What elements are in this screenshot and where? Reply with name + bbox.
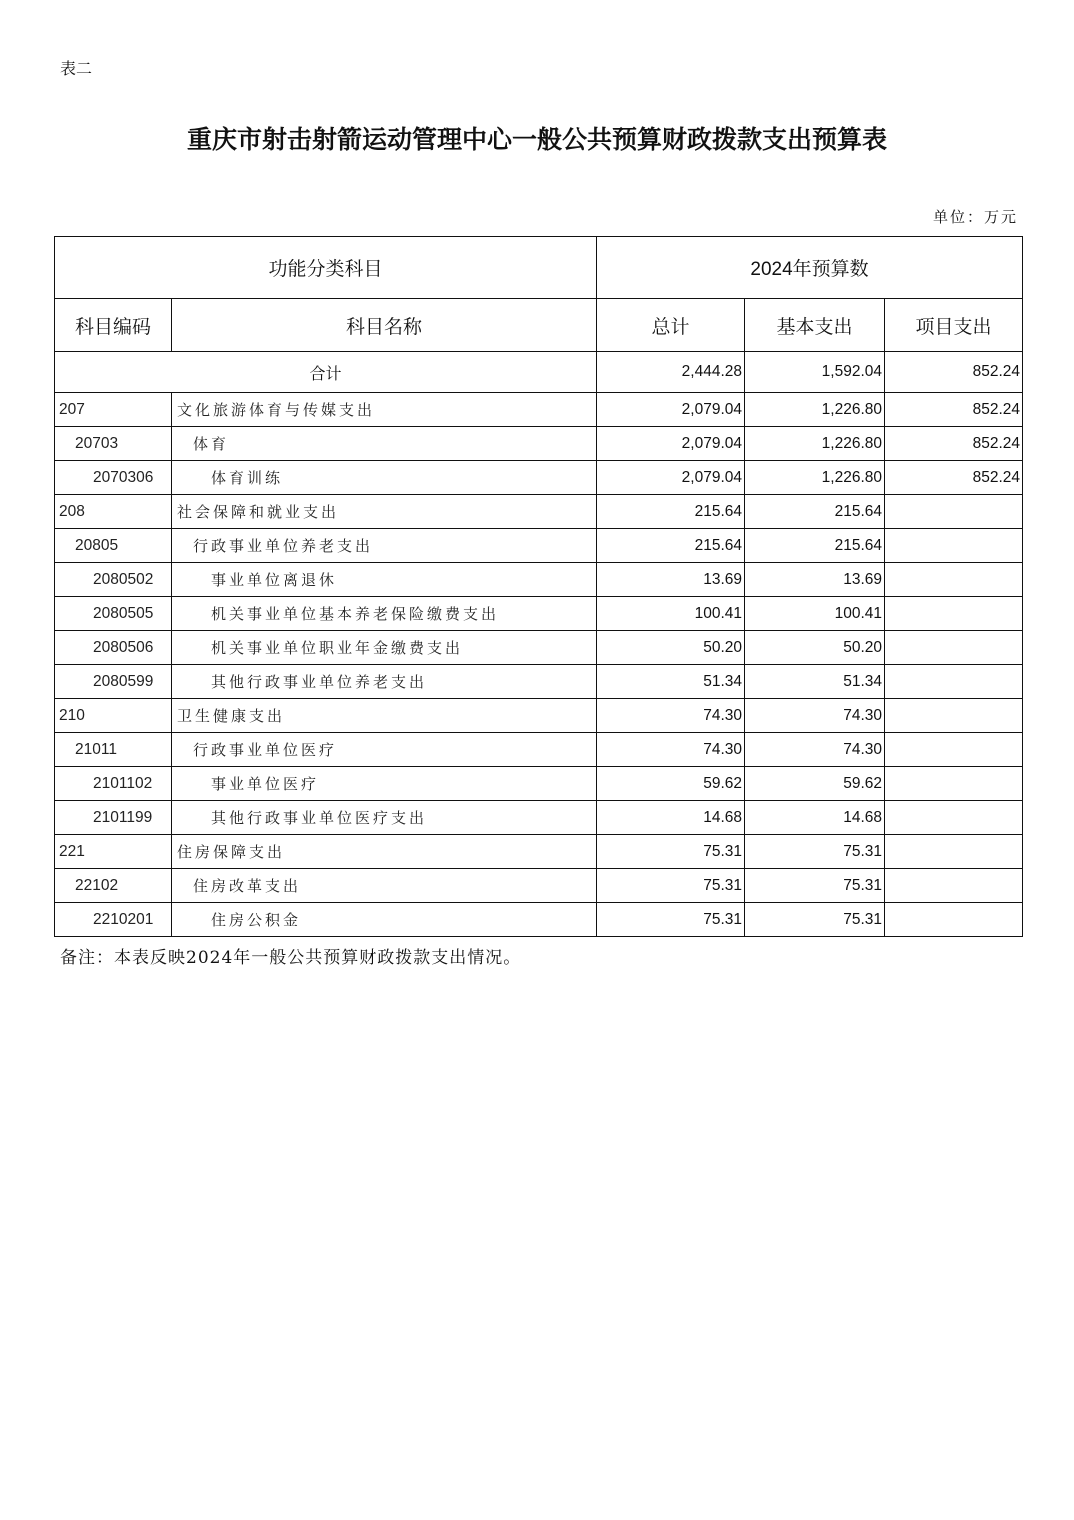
row-code: 208 [55, 495, 172, 529]
row-name: 其他行政事业单位养老支出 [172, 665, 597, 699]
row-code: 2080599 [55, 665, 172, 699]
row-basic: 13.69 [745, 563, 885, 597]
header-functional-classification: 功能分类科目 [55, 237, 597, 299]
total-label: 合计 [55, 352, 597, 393]
row-name: 住房保障支出 [172, 835, 597, 869]
row-name: 其他行政事业单位医疗支出 [172, 801, 597, 835]
row-basic: 14.68 [745, 801, 885, 835]
row-name: 体育训练 [172, 461, 597, 495]
row-basic: 74.30 [745, 733, 885, 767]
row-name: 机关事业单位基本养老保险缴费支出 [172, 597, 597, 631]
row-basic: 1,226.80 [745, 461, 885, 495]
header-basic: 基本支出 [745, 299, 885, 352]
row-project [885, 597, 1023, 631]
row-basic: 1,226.80 [745, 427, 885, 461]
unit-label: 单位：万元 [932, 208, 1018, 226]
row-project [885, 563, 1023, 597]
row-name: 体育 [172, 427, 597, 461]
row-basic: 215.64 [745, 495, 885, 529]
row-total: 75.31 [597, 903, 745, 937]
table-row [55, 427, 1023, 461]
row-project: 852.24 [885, 427, 1023, 461]
table-row [55, 869, 1023, 903]
table-row [55, 461, 1023, 495]
row-project [885, 903, 1023, 937]
row-total: 59.62 [597, 767, 745, 801]
table-row [55, 631, 1023, 665]
total-total: 2,444.28 [597, 352, 745, 393]
budget-table [54, 236, 1023, 937]
row-name: 机关事业单位职业年金缴费支出 [172, 631, 597, 665]
row-name: 行政事业单位养老支出 [172, 529, 597, 563]
row-code: 2080506 [55, 631, 172, 665]
table-row [55, 903, 1023, 937]
row-project [885, 699, 1023, 733]
row-basic: 1,226.80 [745, 393, 885, 427]
table-row [55, 563, 1023, 597]
remark-note: 备注：本表反映2024年一般公共预算财政拨款支出情况。 [60, 948, 522, 968]
row-total: 100.41 [597, 597, 745, 631]
row-total: 75.31 [597, 869, 745, 903]
row-basic: 74.30 [745, 699, 885, 733]
table-row [55, 835, 1023, 869]
row-project [885, 835, 1023, 869]
row-total: 13.69 [597, 563, 745, 597]
table-row [55, 529, 1023, 563]
row-project [885, 733, 1023, 767]
header-budget-2024: 2024年预算数 [597, 237, 1023, 299]
row-code: 221 [55, 835, 172, 869]
row-project [885, 495, 1023, 529]
row-basic: 215.64 [745, 529, 885, 563]
row-name: 社会保障和就业支出 [172, 495, 597, 529]
total-project: 852.24 [885, 352, 1023, 393]
row-total: 215.64 [597, 529, 745, 563]
row-code: 20703 [55, 427, 172, 461]
table-row [55, 393, 1023, 427]
header-row-group [55, 237, 1023, 299]
row-basic: 50.20 [745, 631, 885, 665]
row-project: 852.24 [885, 461, 1023, 495]
row-project [885, 631, 1023, 665]
row-project: 852.24 [885, 393, 1023, 427]
row-code: 2070306 [55, 461, 172, 495]
table-row [55, 699, 1023, 733]
row-total: 51.34 [597, 665, 745, 699]
row-total: 75.31 [597, 835, 745, 869]
header-total: 总计 [597, 299, 745, 352]
table-row [55, 801, 1023, 835]
row-basic: 75.31 [745, 869, 885, 903]
row-name: 事业单位医疗 [172, 767, 597, 801]
row-code: 210 [55, 699, 172, 733]
row-basic: 59.62 [745, 767, 885, 801]
row-basic: 75.31 [745, 835, 885, 869]
header-code: 科目编码 [55, 299, 172, 352]
total-basic: 1,592.04 [745, 352, 885, 393]
table-label: 表二 [60, 59, 93, 78]
row-basic: 100.41 [745, 597, 885, 631]
row-total: 74.30 [597, 699, 745, 733]
total-row [55, 352, 1023, 393]
row-project [885, 869, 1023, 903]
row-code: 2101102 [55, 767, 172, 801]
row-name: 文化旅游体育与传媒支出 [172, 393, 597, 427]
table-row [55, 665, 1023, 699]
table-row [55, 495, 1023, 529]
header-project: 项目支出 [885, 299, 1023, 352]
row-total: 215.64 [597, 495, 745, 529]
row-code: 2210201 [55, 903, 172, 937]
header-name: 科目名称 [172, 299, 597, 352]
row-code: 22102 [55, 869, 172, 903]
row-total: 14.68 [597, 801, 745, 835]
row-total: 2,079.04 [597, 393, 745, 427]
row-total: 2,079.04 [597, 427, 745, 461]
header-row-columns [55, 299, 1023, 352]
row-name: 行政事业单位医疗 [172, 733, 597, 767]
table-row [55, 733, 1023, 767]
row-name: 住房公积金 [172, 903, 597, 937]
row-total: 50.20 [597, 631, 745, 665]
table-row [55, 767, 1023, 801]
row-project [885, 529, 1023, 563]
row-total: 2,079.04 [597, 461, 745, 495]
row-code: 207 [55, 393, 172, 427]
row-total: 74.30 [597, 733, 745, 767]
row-basic: 75.31 [745, 903, 885, 937]
table-row [55, 597, 1023, 631]
row-name: 住房改革支出 [172, 869, 597, 903]
row-name: 卫生健康支出 [172, 699, 597, 733]
page-title: 重庆市射击射箭运动管理中心一般公共预算财政拨款支出预算表 [186, 125, 887, 154]
row-code: 21011 [55, 733, 172, 767]
row-code: 2101199 [55, 801, 172, 835]
row-code: 2080502 [55, 563, 172, 597]
row-code: 2080505 [55, 597, 172, 631]
row-project [885, 767, 1023, 801]
row-code: 20805 [55, 529, 172, 563]
row-project [885, 801, 1023, 835]
row-name: 事业单位离退休 [172, 563, 597, 597]
row-project [885, 665, 1023, 699]
row-basic: 51.34 [745, 665, 885, 699]
